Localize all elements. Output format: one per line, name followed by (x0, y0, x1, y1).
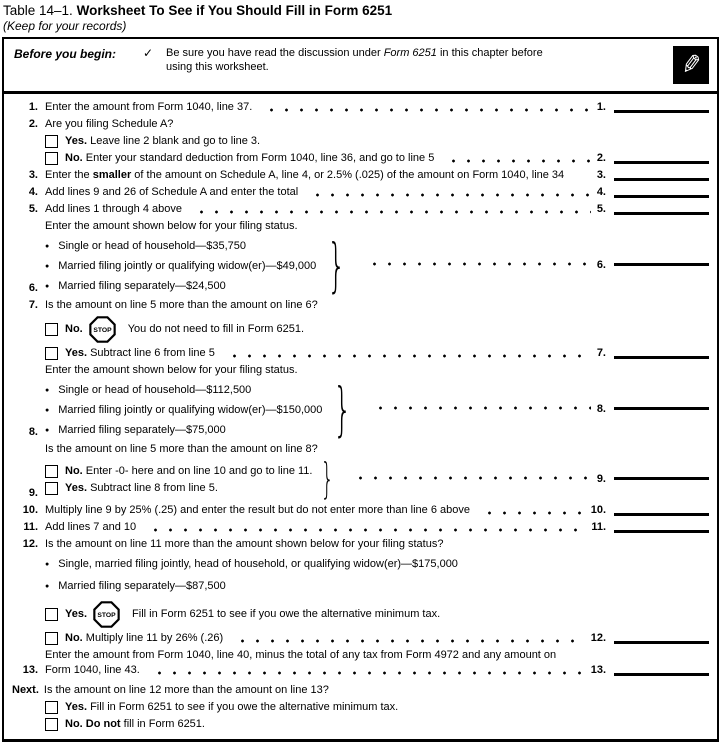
line-13-text-line2: Form 1040, line 43. (45, 664, 140, 676)
line-12-number: 12. (22, 538, 38, 550)
checkbox-line12-no[interactable] (45, 632, 58, 645)
answer-line-5[interactable] (614, 212, 709, 215)
line-6-number: 6. (28, 282, 38, 294)
yes-label: Yes. (65, 482, 88, 494)
line-1 (12, 101, 709, 114)
answer-line-3[interactable] (614, 178, 709, 181)
answer-line-12[interactable] (614, 641, 709, 644)
bullet-icon: ● (45, 427, 50, 434)
line-9-no-text: Enter -0- here and on line 10 and go to line 11. (82, 465, 313, 477)
dot-leader (150, 671, 585, 675)
line-3-text-post: of the amount on Schedule A, line 4, or 2.5% (.025) of the amount on Form 1040, line 34 (131, 169, 565, 181)
line-9-options (45, 454, 709, 503)
line-11 (12, 521, 709, 534)
bullet-icon: ● (45, 283, 50, 290)
line-12-text: Is the amount on line 11 more than the amount shown below for your filing status? (45, 538, 444, 550)
line-9-right-number: 9. (596, 472, 606, 485)
line-2-number: 2. (28, 118, 38, 130)
dot-leader (480, 511, 585, 515)
no-do-not-label: No. Do not (65, 718, 121, 730)
line-13-number: 13. (22, 664, 38, 676)
next-yes-text: Fill in Form 6251 to see if you owe the alternative minimum tax. (87, 701, 399, 713)
bullet-icon: ● (45, 583, 50, 590)
bullet-icon: ● (45, 407, 50, 414)
next-text: Is the amount on line 12 more than the amount on line 13? (43, 684, 329, 696)
line-8-number: 8. (28, 426, 38, 438)
line-6-bullet-1: Single or head of household—$35,750 (58, 240, 246, 252)
answer-line-9[interactable] (614, 477, 709, 480)
line-8-text: Enter the amount shown below for your filing status. (45, 364, 298, 376)
checkbox-line2-yes[interactable] (45, 135, 58, 148)
brace-icon: } (333, 375, 353, 443)
worksheet-subtitle: (Keep for your records) (3, 19, 127, 33)
line-2-text: Are you filing Schedule A? (45, 118, 174, 130)
no-label: No. (65, 152, 83, 164)
yes-label: Yes. (65, 608, 88, 620)
bullet-icon: ● (45, 387, 50, 394)
before-you-begin (4, 39, 717, 94)
line-10-number: 10. (22, 504, 38, 516)
brace-icon: } (327, 231, 346, 299)
line-12-yes-option (45, 601, 709, 628)
line-3-text-bold: smaller (92, 169, 132, 181)
line-5-number: 5. (28, 203, 38, 215)
line-8-options (45, 375, 709, 443)
line-2-yes-text: Leave line 2 blank and go to line 3. (87, 135, 261, 147)
worksheet-title: Worksheet To See if You Should Fill in Form 6251 (76, 3, 393, 18)
line-9-yes-text: Subtract line 8 from line 5. (87, 482, 218, 494)
next-no-option (45, 718, 709, 731)
before-text-form-ref: Form 6251 (383, 47, 437, 59)
line-7-yes-option (45, 347, 709, 360)
worksheet-lines (4, 94, 717, 739)
line-12-yes-text: Fill in Form 6251 to see if you owe the alternative minimum tax. (132, 608, 441, 620)
line-2-no-option (45, 152, 709, 165)
line-6-text: Enter the amount shown below for your filing status. (45, 220, 298, 232)
line-7-text: Is the amount on line 5 more than the amount on line 6? (45, 299, 318, 311)
checkbox-line9-yes[interactable] (45, 482, 58, 495)
brace-icon: } (321, 454, 335, 503)
line-9-number: 9. (28, 487, 38, 499)
next-yes-option (45, 701, 709, 714)
dot-leader (365, 262, 591, 266)
svg-text:STOP: STOP (93, 327, 112, 335)
line-11-text: Add lines 7 and 10 (45, 521, 137, 533)
line-1-number: 1. (28, 101, 38, 113)
line-12-bullet-row (45, 557, 709, 573)
line-6-options (45, 231, 709, 299)
dot-leader (308, 193, 591, 197)
line-5-text: Add lines 1 through 4 above (45, 203, 182, 215)
line-8-bullet-1: Single or head of household—$112,500 (58, 384, 252, 396)
line-2-yes-option (45, 135, 709, 148)
line-4-right-number: 4. (596, 186, 606, 198)
line-13-text-line1: Enter the amount from Form 1040, line 40, minus the total of any tax from Form 4972 and any amount on (45, 649, 557, 661)
worksheet-box (2, 37, 719, 742)
line-12-bullet-row (45, 579, 709, 595)
line-2-no-text: Enter your standard deduction from Form 1040, line 36, and go to line 5 (82, 152, 435, 164)
line-7-yes-text: Subtract line 6 from line 5 (87, 347, 215, 359)
yes-label: Yes. (65, 347, 88, 359)
bullet-icon: ● (45, 561, 50, 568)
line-13-right-number: 13. (590, 664, 606, 676)
checkbox-line7-yes[interactable] (45, 347, 58, 360)
line-6-bullet-3: Married filing separately—$24,500 (58, 280, 226, 292)
line-7-number: 7. (28, 299, 38, 311)
page-title (2, 2, 719, 18)
dot-leader (444, 159, 590, 163)
before-you-begin-label: Before you begin: (14, 47, 117, 61)
line-12-bullet-1: Single, married filing jointly, head of household, or qualifying widow(er)—$175,000 (58, 558, 458, 570)
line-6 (12, 220, 709, 299)
before-text-post: in this chapter before using this worksheet. (166, 47, 543, 73)
line-3-text-pre: Enter the (45, 169, 93, 181)
checkbox-line7-no[interactable] (45, 323, 58, 336)
line-4 (12, 186, 709, 199)
line-3-right-number: 3. (596, 169, 606, 181)
answer-line-13[interactable] (614, 673, 709, 676)
line-2-right-number: 2. (596, 152, 606, 164)
dot-leader (192, 210, 591, 214)
bullet-icon: ● (45, 243, 50, 250)
line-5-right-number: 5. (596, 203, 606, 215)
line-4-number: 4. (28, 186, 38, 198)
line-2 (12, 118, 709, 131)
answer-line-1[interactable] (614, 110, 709, 113)
no-label: No. (65, 465, 83, 477)
line-3 (12, 169, 709, 182)
svg-text:STOP: STOP (97, 612, 116, 620)
line-13 (12, 649, 709, 677)
checkbox-next-no[interactable] (45, 718, 58, 731)
line-11-number: 11. (23, 521, 38, 533)
line-1-right-number: 1. (596, 101, 606, 113)
dot-leader (233, 639, 585, 643)
pencil-icon: ✎ (673, 46, 709, 84)
answer-line-4[interactable] (614, 195, 709, 198)
line-3-number: 3. (28, 169, 38, 181)
line-6-bullet-2: Married filing jointly or qualifying widow(er)—$49,000 (58, 260, 317, 272)
line-11-right-number: 11. (591, 521, 606, 533)
stop-icon (89, 316, 116, 343)
answer-line-2[interactable] (614, 161, 709, 164)
line-10-text: Multiply line 9 by 25% (.25) and enter the result but do not enter more than line 6 above (45, 504, 470, 516)
line-4-text: Add lines 9 and 26 of Schedule A and enter the total (45, 186, 299, 198)
dot-leader (262, 108, 591, 112)
checkbox-line12-yes[interactable] (45, 608, 58, 621)
line-1-text: Enter the amount from Form 1040, line 37. (45, 101, 253, 113)
no-label: No. (65, 323, 83, 335)
line-12-right-number: 12. (590, 632, 606, 644)
line-7-right-number: 7. (596, 347, 606, 359)
line-7-no-text: You do not need to fill in Form 6251. (127, 323, 305, 335)
no-label: No. (65, 632, 83, 644)
line-8-bullet-3: Married filing separately—$75,000 (58, 424, 226, 436)
line-6-right-number: 6. (596, 258, 606, 271)
next-question (12, 684, 709, 697)
answer-line-6[interactable] (614, 263, 709, 266)
before-text-pre: Be sure you have read the discussion under (166, 47, 384, 59)
line-8 (12, 364, 709, 443)
next-no-text: fill in Form 6251. (120, 718, 205, 730)
stop-icon (93, 601, 120, 628)
bullet-icon: ● (45, 263, 50, 270)
line-12 (12, 538, 709, 551)
checkbox-next-yes[interactable] (45, 701, 58, 714)
dot-leader (225, 354, 591, 358)
dot-leader (371, 406, 591, 410)
dot-leader (351, 476, 591, 480)
line-9-text: Is the amount on line 5 more than the amount on line 8? (45, 443, 318, 455)
answer-line-8[interactable] (614, 407, 709, 410)
dot-leader (146, 528, 585, 532)
answer-line-7[interactable] (614, 356, 709, 359)
line-7-no-option (45, 316, 709, 343)
line-7 (12, 299, 709, 312)
line-10-right-number: 10. (590, 504, 606, 516)
line-12-no-option (45, 632, 709, 645)
line-12-bullet-2: Married filing separately—$87,500 (58, 580, 226, 592)
table-label: Table 14–1. (3, 3, 73, 18)
yes-label: Yes. (65, 135, 88, 147)
checkbox-line2-no[interactable] (45, 152, 58, 165)
line-9 (12, 443, 709, 503)
next-label: Next. (12, 684, 39, 696)
answer-line-11[interactable] (614, 530, 709, 533)
before-you-begin-text (166, 46, 564, 74)
checkmark-icon: ✓ (142, 46, 154, 60)
answer-line-10[interactable] (614, 513, 709, 516)
line-8-bullet-2: Married filing jointly or qualifying widow(er)—$150,000 (58, 404, 323, 416)
line-8-right-number: 8. (596, 402, 606, 415)
line-12-no-text: Multiply line 11 by 26% (.26) (82, 632, 224, 644)
checkbox-line9-no[interactable] (45, 465, 58, 478)
yes-label: Yes. (65, 701, 88, 713)
line-10 (12, 504, 709, 517)
line-5 (12, 203, 709, 216)
